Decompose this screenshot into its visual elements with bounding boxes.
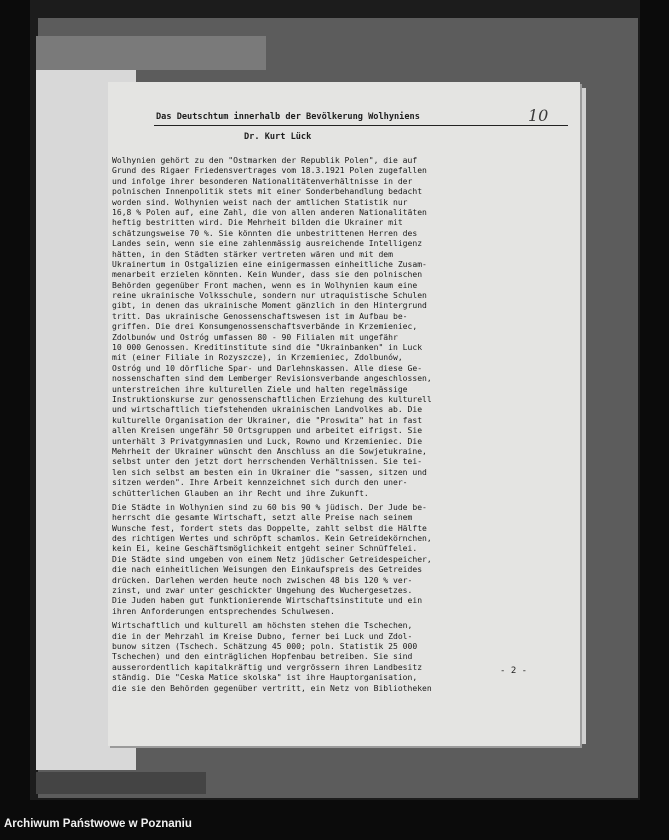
text-line: und infolge ihrer besonderen Nationalitätenverhältnisse in der	[112, 176, 413, 186]
text-line: selbst unter den jetzt dort herrschenden Verhältnissen. Sie tei-	[112, 457, 423, 467]
text-line: und wirtschaftlich tiefstehenden ukrainischen Landvolkes ab. Die	[112, 405, 423, 415]
paper-strip-bottom	[36, 772, 206, 794]
text-line: Mehrheit der Ukrainer wünscht den Anschluss an die Sowjetukraine,	[112, 446, 427, 456]
text-line: heftig bestritten wird. Die Mehrheit bilden die Ukrainer mit	[112, 218, 403, 228]
text-line: Behörden gegenüber Front machen, wenn es in Wolhynien kaum eine	[112, 280, 418, 290]
text-line: menarbeit erzielen könnten. Kein Wunder, dass sie den polnischen	[112, 270, 423, 280]
text-line: zinst, und zwar unter geschickter Umgehung des Wuchergesetzes.	[112, 586, 413, 596]
text-line: drücken. Darlehen werden heute noch zwischen 48 bis 120 % ver-	[112, 575, 413, 585]
text-line: schütterlichen Glauben an ihr Recht und ihre Zukunft.	[112, 488, 369, 498]
text-line: Ostróg und 10 dörfliche Spar- und Darlehnskassen. Alle diese Ge-	[112, 363, 423, 373]
text-line: 10 000 Genossen. Kreditinstitute sind die "Ukrainbanken" in Luck	[112, 343, 423, 353]
author-line: Dr. Kurt Lück	[244, 132, 312, 142]
document-page	[108, 82, 580, 746]
text-line: ausserordentlich kapitalkräftig und vergrössern ihren Landbesitz	[112, 662, 423, 672]
document-header: Das Deutschtum innerhalb der Bevölkerung Wolhyniens	[156, 112, 420, 122]
text-line: herrscht die gesamte Wirtschaft, setzt alle Preise nach seinem	[112, 513, 413, 523]
text-line: nossenschaften sind dem Lemberger Revisionsverbande angeschlossen,	[112, 374, 432, 384]
archive-watermark: Archiwum Państwowe w Poznaniu	[4, 818, 192, 830]
text-line: Grund des Rigaer Friedensvertrages vom 18.3.1921 Polen zugefallen	[112, 166, 427, 176]
text-line: Die Städte in Wolhynien sind zu 60 bis 90 % jüdisch. Der Jude be-	[112, 502, 427, 512]
text-line: Zdolbunów und Ostróg umfassen 80 - 90 Filialen mit ungefähr	[112, 332, 398, 342]
text-line: die sie den Behörden gegenüber vertritt, ein Netz von Bibliotheken	[112, 683, 432, 693]
text-line: ihren Anforderungen entsprechendes Schulwesen.	[112, 606, 335, 616]
text-line: kein Ei, keine Geschäftsmöglichkeit entgeht seiner Schnüffelei.	[112, 544, 418, 554]
text-line: Wirtschaftlich und kulturell am höchsten stehen die Tschechen,	[112, 621, 413, 631]
text-line: unterstreichen ihre kulturellen Ziele und halten regelmässige	[112, 384, 408, 394]
text-line: Wolhynien gehört zu den "Ostmarken der Republik Polen", die auf	[112, 156, 418, 165]
text-line: Die Städte sind umgeben von einem Netz jüdischer Getreidespeicher,	[112, 554, 432, 564]
text-line: die in der Mehrzahl im Kreise Dubno, ferner bei Luck und Zdol-	[112, 631, 413, 641]
text-line: polnischen Innenpolitik stets mit einer Sonderbehandlung bedacht	[112, 187, 423, 197]
text-line: len sich selbst am besten ein in Ukrainer die "sassen, sitzen und	[112, 467, 427, 477]
paragraph	[112, 156, 574, 499]
text-line: Die Juden haben gut funktionierende Wirtschaftsinstitute und ein	[112, 596, 423, 606]
text-line: kulturelle Organisation der Ukrainer, die "Proswita" hat in fast	[112, 415, 423, 425]
paragraph	[112, 503, 574, 617]
text-line: Tschechen) und den einträglichen Hopfenbau betreiben. Sie sind	[112, 652, 413, 662]
text-line: Landes sein, wenn sie eine zahlenmässig ausreichende Intelligenz	[112, 239, 423, 249]
page-footer: - 2 -	[500, 666, 528, 676]
text-line: bunow sitzen (Tschech. Schätzung 45 000; poln. Statistik 25 000	[112, 641, 418, 651]
paper-strip	[36, 36, 266, 70]
text-line: des richtigen Wertes und schröpft schamlos. Kein Getreidekörnchen,	[112, 534, 432, 544]
handwritten-page-number: 10	[528, 106, 549, 125]
paragraph	[112, 621, 574, 694]
text-line: griffen. Die drei Konsumgenossenschaftsverbände in Krzemieniec,	[112, 322, 418, 332]
text-line: gibt, in denen das ukrainische Moment gänzlich in den Hintergrund	[112, 301, 427, 311]
text-line: Ukrainertum in Ostgalizien eine einigermassen einheitliche Zusam-	[112, 259, 427, 269]
text-line: tritt. Das ukrainische Genossenschaftswesen ist im Aufbau be-	[112, 311, 408, 321]
text-line: hätten, in den Städten stärker vertreten wären und mit dem	[112, 249, 393, 259]
document-body	[112, 156, 574, 694]
text-line: ständig. Die "Ceska Matice skolska" ist ihre Hauptorganisation,	[112, 673, 418, 683]
header-underline	[154, 125, 568, 126]
text-line: mit (einer Filiale in Rozyszcze), in Krzemieniec, Zdolbunów,	[112, 353, 403, 363]
text-line: worden sind. Wolhynien weist nach der amtlichen Statistik nur	[112, 197, 408, 207]
text-line: unterhält 3 Privatgymnasien und Luck, Rowno und Krzemieniec. Die	[112, 436, 423, 446]
text-line: allen Kreisen ungefähr 50 Ortsgruppen und arbeitet eifrigst. Sie	[112, 426, 423, 436]
text-line: 16,8 % Polen auf, eine Zahl, die von allen anderen Nationalitäten	[112, 207, 427, 217]
text-line: Instruktionskurse zur genossenschaftlichen Erziehung des kulturell	[112, 394, 432, 404]
text-line: Wunsche fest, fordert stets das Doppelte, zahlt selbst die Hälfte	[112, 523, 427, 533]
text-line: schätzungsweise 70 %. Sie könnten die unbestrittenen Herren des	[112, 228, 418, 238]
text-line: reine ukrainische Volksschule, sondern nur utraquistische Schulen	[112, 291, 427, 301]
text-line: sitzen werden". Ihre Arbeit kennzeichnet sich durch den uner-	[112, 478, 408, 488]
text-line: die nach einheitlichen Weisungen den Einkaufspreis des Getreides	[112, 565, 423, 575]
